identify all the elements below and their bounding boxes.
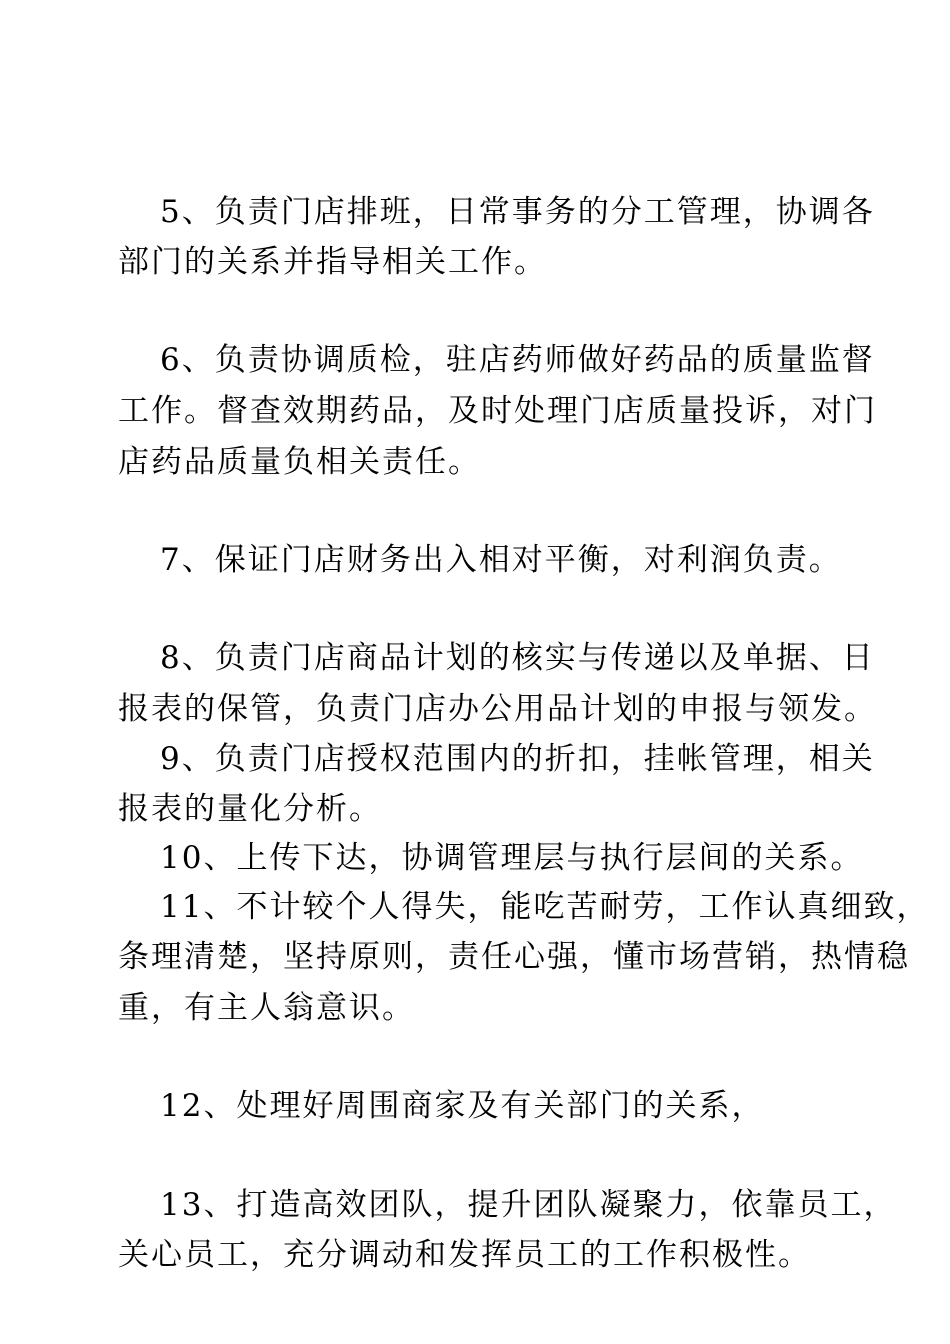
item-12-line-1: 12、处理好周围商家及有关部门的关系， (160, 1088, 765, 1124)
item-13-line-2: 关心员工，充分调动和发挥员工的工作积极性。 (118, 1237, 811, 1273)
item-7-line-1: 7、保证门店财务出入相对平衡，对利润负责。 (160, 542, 842, 578)
item-5-line-2: 部门的关系并指导相关工作。 (118, 244, 547, 280)
item-6-line-2: 工作。督查效期药品，及时处理门店质量投诉，对门 (118, 393, 877, 429)
item-13-line-1: 13、打造高效团队，提升团队凝聚力，依靠员工， (160, 1187, 897, 1223)
item-9-line-1: 9、负责门店授权范围内的折扣，挂帐管理，相关 (160, 741, 875, 777)
item-8-line-2: 报表的保管，负责门店办公用品计划的申报与领发。 (118, 691, 877, 727)
item-10-line-1: 10、上传下达，协调管理层与执行层间的关系。 (160, 840, 864, 876)
item-8-line-1: 8、负责门店商品计划的核实与传递以及单据、日 (160, 640, 875, 676)
item-11-line-1: 11、不计较个人得失，能吃苦耐劳，工作认真细致， (160, 889, 930, 925)
item-11-line-3: 重，有主人翁意识。 (118, 990, 415, 1026)
item-11-line-2: 条理清楚，坚持原则，责任心强，懂市场营销，热情稳 (118, 939, 910, 975)
item-6-line-3: 店药品质量负相关责任。 (118, 444, 481, 480)
item-6-line-1: 6、负责协调质检，驻店药师做好药品的质量监督 (160, 342, 875, 378)
item-9-line-2: 报表的量化分析。 (118, 791, 382, 827)
item-5-line-1: 5、负责门店排班，日常事务的分工管理，协调各 (160, 194, 875, 230)
